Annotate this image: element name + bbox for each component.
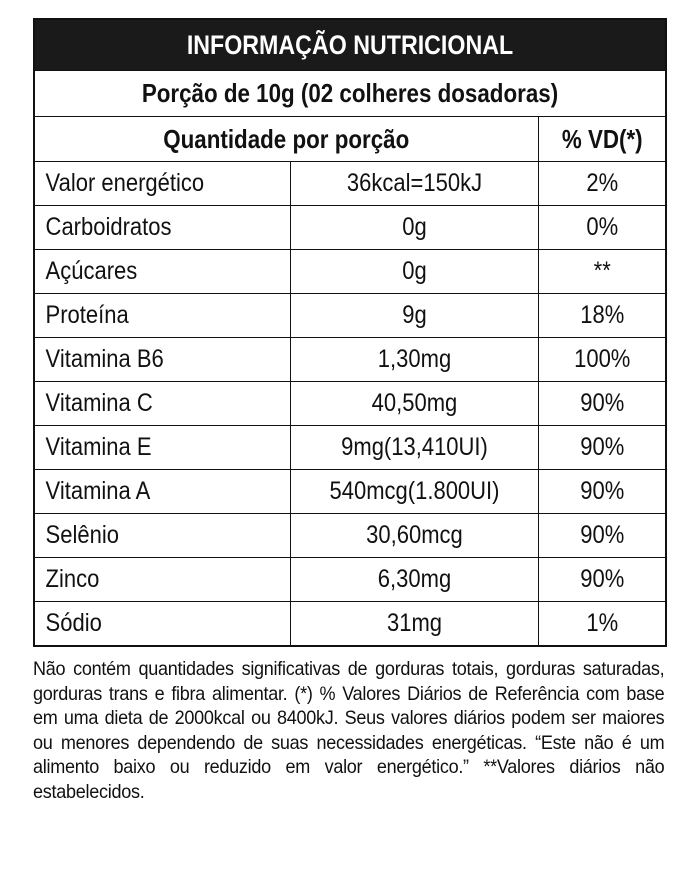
nutrient-name: Selênio (45, 521, 119, 549)
table-row (34, 426, 666, 470)
table-row (34, 558, 666, 602)
nutrient-amount: 540mcg(1.800UI) (329, 477, 499, 505)
quantity-header: Quantidade por porção (163, 124, 410, 154)
nutrient-name: Vitamina B6 (45, 345, 164, 373)
nutrient-amount: 0g (401, 213, 427, 241)
serving-row (34, 71, 666, 117)
nutrient-vd: 2% (585, 169, 618, 197)
quantity-header-cell (34, 117, 538, 162)
nutrient-name: Zinco (45, 565, 100, 593)
serving-size: Porção de 10g (02 colheres dosadoras) (141, 78, 559, 108)
table-row (34, 602, 666, 647)
nutrient-name: Valor energético (45, 169, 205, 197)
nutrient-name: Açúcares (45, 257, 138, 285)
nutrient-vd: 18% (579, 301, 624, 329)
nutrient-amount: 9g (401, 301, 427, 329)
nutrient-name: Vitamina C (45, 389, 153, 417)
title-row (34, 19, 666, 71)
table-row (34, 294, 666, 338)
nutrient-amount: 9mg(13,410UI) (340, 433, 488, 461)
nutrient-name: Vitamina A (45, 477, 151, 505)
table-row (34, 250, 666, 294)
table-row (34, 206, 666, 250)
nutrient-amount: 6,30mg (377, 565, 451, 593)
header-row (34, 117, 666, 162)
nutrient-amount: 36kcal=150kJ (346, 169, 482, 197)
footnote-text: Não contém quantidades significativas de gorduras totais, gorduras saturadas, gorduras trans e fibra alimentar. (*) % Valores Diários de Referência com base em uma dieta de 2000kcal ou 8400kJ. Seus valores diários podem ser maiores ou menores dependendo de suas necessidades energéticas. “Este não é um alimento baixo ou reduzido em valor energético.” **Valores diários não estabelecidos. (33, 658, 665, 803)
nutrition-table (33, 18, 667, 647)
nutrient-amount: 40,50mg (371, 389, 457, 417)
nutrient-vd: 100% (573, 345, 630, 373)
nutrient-name: Proteína (45, 301, 129, 329)
nutrition-label (33, 18, 665, 804)
nutrient-vd: 0% (585, 213, 618, 241)
nutrient-vd: 1% (585, 609, 618, 637)
nutrient-name: Carboidratos (45, 213, 172, 241)
table-row (34, 514, 666, 558)
table-row (34, 162, 666, 206)
nutrient-vd: 90% (579, 477, 624, 505)
vd-header: % VD(*) (561, 124, 643, 154)
title-cell (34, 19, 666, 71)
footnote (33, 657, 665, 804)
nutrient-amount: 31mg (386, 609, 442, 637)
nutrient-vd: 90% (579, 521, 624, 549)
nutrient-name: Vitamina E (45, 433, 152, 461)
nutrient-vd: 90% (579, 565, 624, 593)
label-title: INFORMAÇÃO NUTRICIONAL (186, 30, 514, 60)
nutrient-amount: 0g (401, 257, 427, 285)
table-row (34, 338, 666, 382)
table-row (34, 470, 666, 514)
nutrient-vd: 90% (579, 433, 624, 461)
table-row (34, 382, 666, 426)
nutrient-name: Sódio (45, 609, 102, 637)
nutrient-vd: 90% (579, 389, 624, 417)
serving-cell (34, 71, 666, 117)
nutrient-amount: 1,30mg (377, 345, 451, 373)
vd-header-cell (538, 117, 666, 162)
nutrient-amount: 30,60mcg (365, 521, 463, 549)
nutrient-vd: ** (593, 257, 611, 285)
